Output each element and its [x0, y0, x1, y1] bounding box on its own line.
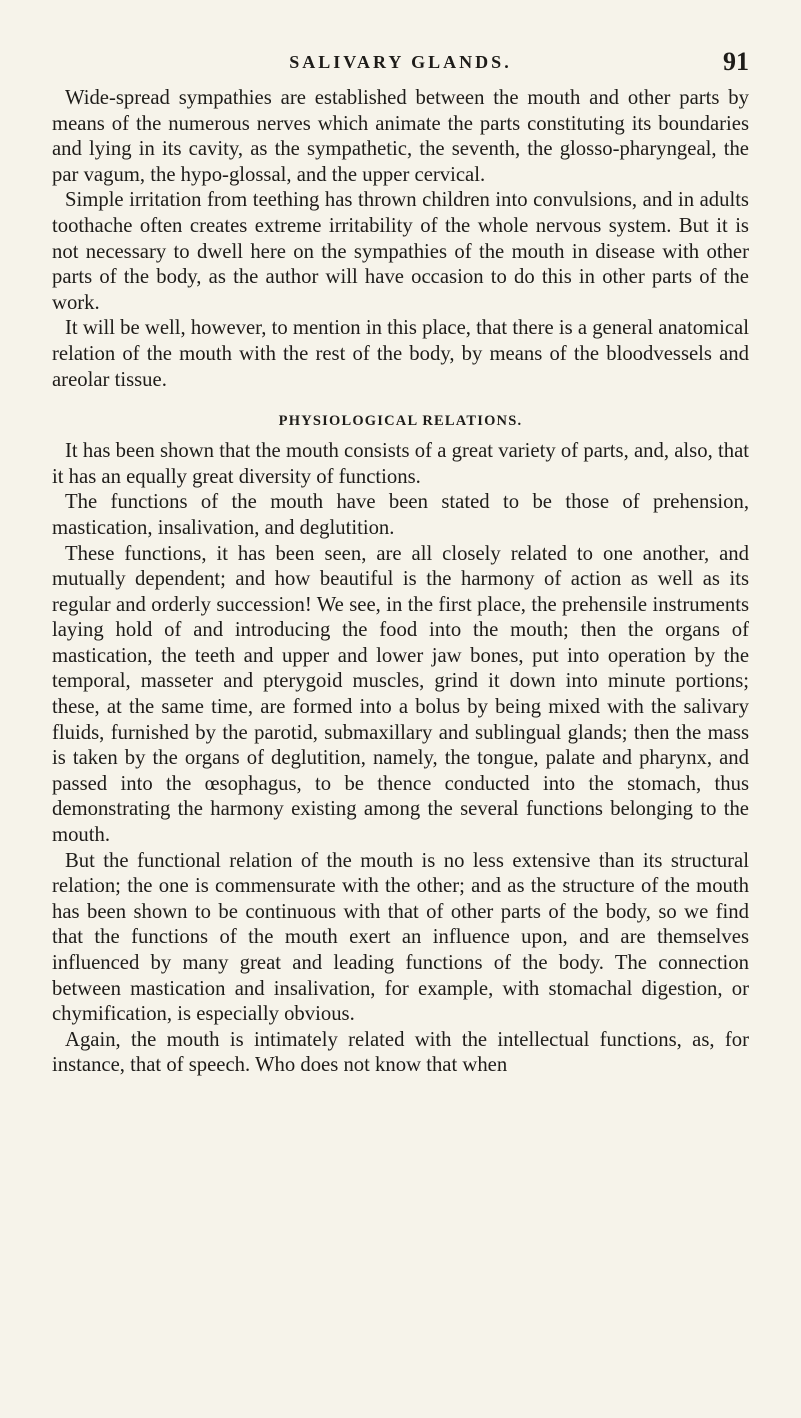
paragraph-anatomical-relation: It will be well, however, to mention in this place, that there is a general anatomical relation of the mouth with the rest of the body, by means of the bloodvessels and areolar tissue.	[52, 317, 749, 391]
running-title: SALIVARY GLANDS.	[289, 52, 512, 72]
page-header	[52, 47, 749, 86]
paragraph-variety-of-parts: It has been shown that the mouth consists of a great variety of parts, and, also, that it has an equally great diversity of functions.	[52, 440, 749, 488]
book-page	[52, 47, 749, 1079]
paragraph-sympathies: Wide-spread sympathies are established between the mouth and other parts by means of the numerous nerves which animate the parts constituting its boundaries and lying in its cavity, as the sympathetic, the seventh, the glosso-pharyngeal, the par vagum, the hypo-glossal, and the upper cervical.	[52, 87, 749, 186]
paragraph-functions-listed: The functions of the mouth have been stated to be those of prehension, mastication, insalivation, and deglutition.	[52, 491, 749, 539]
paragraph-harmony-of-functions: These functions, it has been seen, are all closely related to one another, and mutually dependent; and how beautiful is the harmony of action as well as its regular and orderly succession! We see, in the first place, the prehensile instruments laying hold of and introducing the food into the mouth; then the organs of mastication, the teeth and upper and lower jaw bones, put into operation by the temporal, masseter and pterygoid muscles, grind it down into minute portions; these, at the same time, are formed into a bolus by being mixed with the salivary fluids, furnished by the parotid, submaxillary and sublingual glands; then the mass is taken by the organs of deglutition, namely, the tongue, palate and pharynx, and passed into the œsophagus, to be thence conducted into the stomach, thus demonstrating the harmony existing among the several functions belonging to the mouth.	[52, 542, 749, 847]
paragraph-functional-relation: But the functional relation of the mouth is no less extensive than its structural relation; the one is commensurate with the other; and as the structure of the mouth has been shown to be continuous with that of other parts of the body, so we find that the functions of the mouth exert an influence upon, and are themselves influenced by many great and leading functions of the body. The connection between mastication and insalivation, for example, with stomachal digestion, or chymification, is especially obvious.	[52, 849, 749, 1026]
paragraph-intellectual-functions: Again, the mouth is intimately related with the intellectual functions, as, for instance, that of speech. Who does not know that when	[52, 1028, 749, 1077]
page-number: 91	[723, 47, 749, 76]
section-heading: PHYSIOLOGICAL RELATIONS.	[278, 413, 523, 430]
paragraph-irritation: Simple irritation from teething has thrown children into convulsions, and in adults toothache often creates extreme irritability of the whole nervous system. But it is not necessary to dwell here on the sympathies of the mouth in disease with other parts of the body, as the author will have occasion to do this in other parts of the work.	[52, 189, 749, 314]
